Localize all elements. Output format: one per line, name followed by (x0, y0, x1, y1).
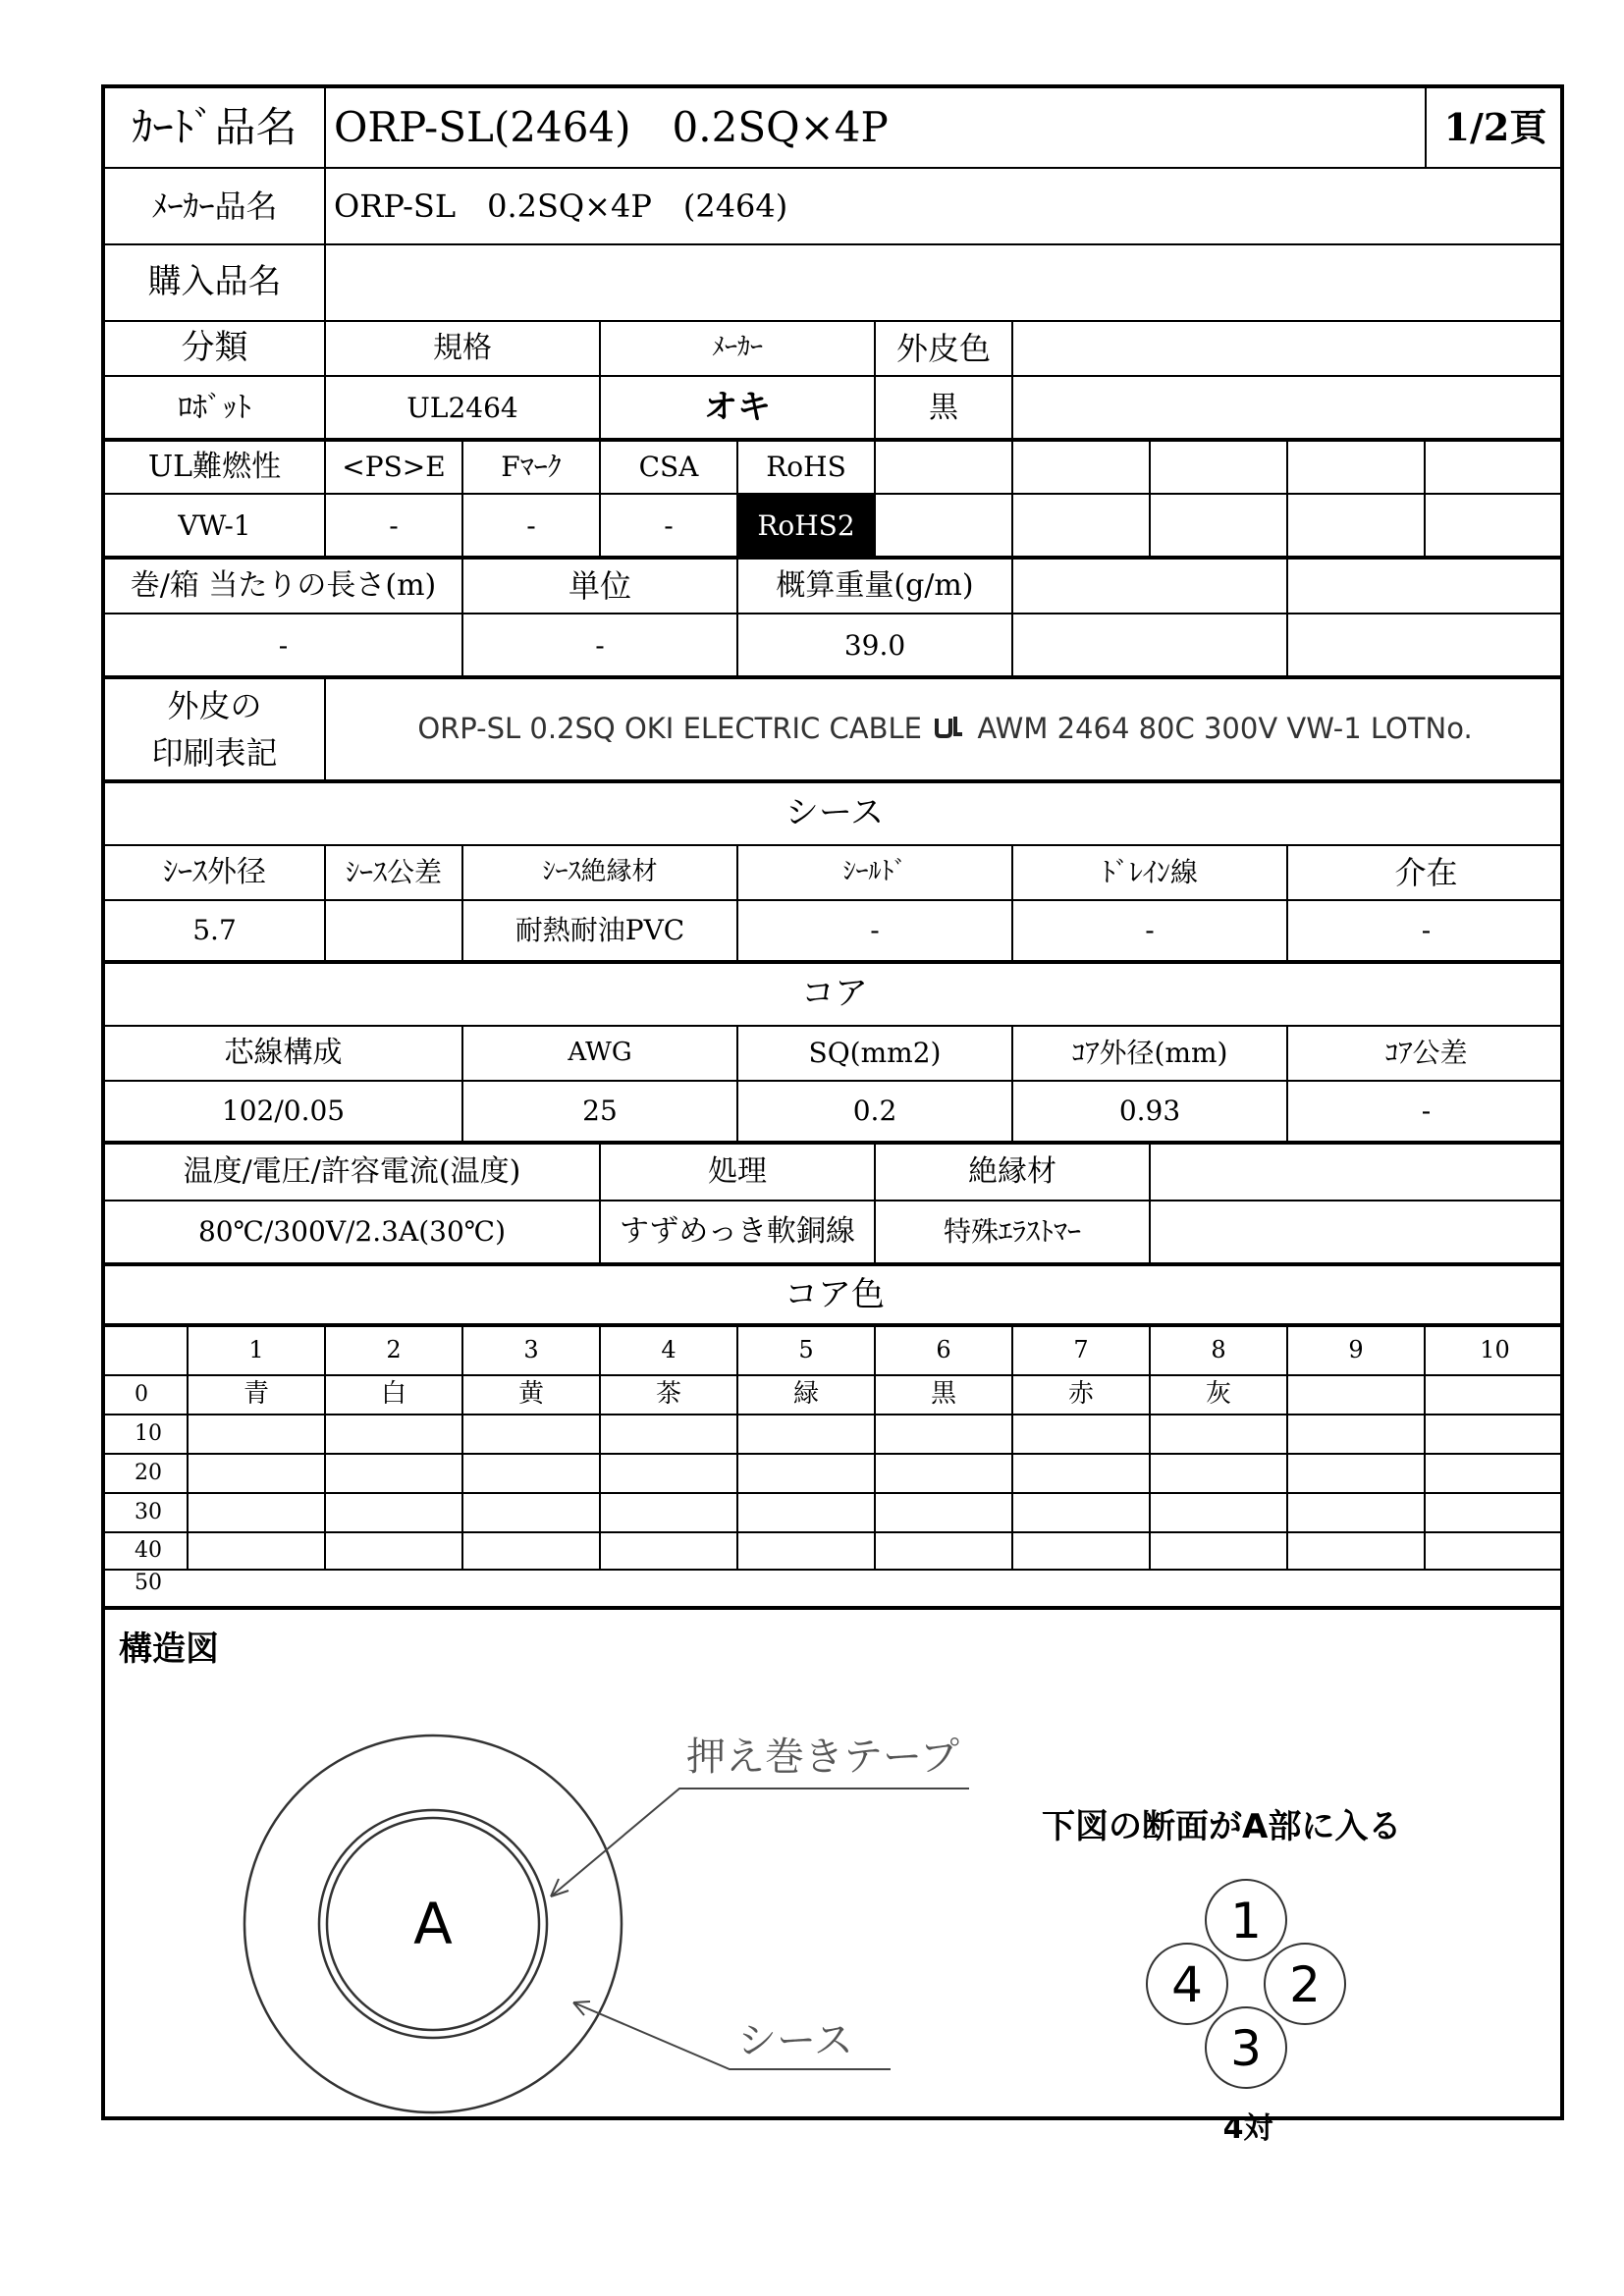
core-color-empty-cell (1149, 1492, 1286, 1531)
conductor-header: 芯線構成 (105, 1025, 461, 1080)
awg-value: 25 (461, 1080, 736, 1141)
core-color-empty-cell (1424, 1492, 1564, 1531)
print-label-line2: 印刷表記 (151, 734, 278, 772)
core-color-empty-cell (1286, 1492, 1424, 1531)
cross-section-center-label: A (413, 1891, 453, 1957)
core-color-empty-cell (187, 1531, 324, 1569)
core-color-cell: 赤 (1011, 1374, 1149, 1414)
print-marking-text-after: AWM 2464 80C 300V VW-1 LOTNo. (968, 712, 1473, 746)
core-color-empty-cell (874, 1492, 1011, 1531)
core-color-col-header: 10 (1424, 1325, 1564, 1374)
temp-value: 80℃/300V/2.3A(30℃) (105, 1200, 599, 1262)
classification-value: ﾛﾎﾞｯﾄ (105, 375, 324, 440)
flam-empty-v3 (1149, 493, 1286, 558)
core-color-empty-cell (1286, 1414, 1424, 1453)
print-label-line1: 外皮の (167, 687, 262, 724)
pse-header: <PS>E (324, 440, 461, 493)
core-color-empty-cell (736, 1531, 874, 1569)
purchase-name-value (324, 243, 1564, 320)
temp-empty-v (1149, 1200, 1564, 1262)
core-color-col-header: 5 (736, 1325, 874, 1374)
core-color-empty-cell (1149, 1453, 1286, 1492)
core-color-corner (105, 1325, 187, 1374)
drain-wire-header: ﾄﾞﾚｲﾝ線 (1011, 844, 1286, 899)
sheath-od-value: 5.7 (105, 899, 324, 960)
core-od-header: ｺｱ外径(mm) (1011, 1025, 1286, 1080)
core-color-cell (1424, 1374, 1564, 1414)
insulation-header: 絶縁材 (874, 1145, 1149, 1200)
classification-empty-value (1011, 375, 1564, 440)
f-mark-header: Fﾏｰｸ (461, 440, 599, 493)
sheath-color-value: 黒 (874, 375, 1011, 440)
core-color-empty-cell (187, 1453, 324, 1492)
core-color-empty-cell (599, 1531, 736, 1569)
ul-flammability-value: VW-1 (105, 493, 324, 558)
core-color-col-header: 9 (1286, 1325, 1424, 1374)
rohs-header: RoHS (736, 440, 874, 493)
temp-empty-h (1149, 1145, 1564, 1200)
sheath-od-header: ｼｰｽ外径 (105, 844, 324, 899)
shield-header: ｼｰﾙﾄﾞ (736, 844, 1011, 899)
core-color-col-header: 7 (1011, 1325, 1149, 1374)
standard-header: 規格 (324, 320, 599, 375)
core-color-empty-cell (1286, 1453, 1424, 1492)
core-color-empty-cell (187, 1414, 324, 1453)
flam-empty-2 (1011, 440, 1149, 493)
core-color-col-header: 6 (874, 1325, 1011, 1374)
purchase-name-label: 購入品名 (105, 243, 324, 320)
unit-header: 単位 (461, 558, 736, 613)
weight-value: 39.0 (736, 613, 1011, 677)
weight-header: 概算重量(g/m) (736, 558, 1011, 613)
four-pair-core-group (1147, 1880, 1345, 2088)
flam-empty-1 (874, 440, 1011, 493)
treatment-header: 処理 (599, 1145, 874, 1200)
core-color-empty-cell (874, 1414, 1011, 1453)
sheath-section-title: シース (785, 793, 885, 833)
sq-header: SQ(mm2) (736, 1025, 1011, 1080)
length-empty-v1 (1011, 613, 1286, 677)
rohs-value: RoHS2 (736, 493, 874, 558)
core-color-empty-cell (1424, 1414, 1564, 1453)
flam-empty-v1 (874, 493, 1011, 558)
core-color-empty-cell (324, 1531, 461, 1569)
core-color-empty-cell (1011, 1569, 1149, 1571)
core-3-label: 3 (1230, 2020, 1262, 2077)
shield-value: - (736, 899, 1011, 960)
spec-sheet (101, 84, 1564, 2146)
tape-label: 押え巻きテープ (686, 1735, 959, 1780)
core-color-empty-cell (1149, 1414, 1286, 1453)
sheath-insulation-header: ｼｰｽ絶縁材 (461, 844, 736, 899)
core-color-empty-cell (1011, 1414, 1149, 1453)
print-marking (324, 677, 1564, 779)
core-color-empty-cell (461, 1569, 599, 1571)
core-color-empty-cell (1286, 1531, 1424, 1569)
core-2-label: 2 (1289, 1956, 1321, 2013)
length-per-reel-value: - (105, 613, 461, 677)
core-color-empty-cell (461, 1492, 599, 1531)
core-color-empty-cell (324, 1453, 461, 1492)
core-color-empty-cell (324, 1492, 461, 1531)
core-color-cell: 緑 (736, 1374, 874, 1414)
length-empty-h2 (1286, 558, 1564, 613)
core-color-cell (1286, 1374, 1424, 1414)
sheath-callout (573, 2002, 891, 2069)
flam-empty-3 (1149, 440, 1286, 493)
core-color-empty-cell (874, 1531, 1011, 1569)
core-color-empty-cell (461, 1453, 599, 1492)
unit-value: - (461, 613, 736, 677)
maker-part-value: ORP-SL 0.2SQ×4P (2464) (324, 167, 1564, 243)
core-color-empty-cell (1149, 1569, 1286, 1571)
ul-flammability-header: UL難燃性 (105, 440, 324, 493)
core-color-col-header: 3 (461, 1325, 599, 1374)
core-color-col-header: 1 (187, 1325, 324, 1374)
flam-empty-v5 (1424, 493, 1564, 558)
cable-structure-diagram (105, 1659, 1564, 2146)
maker-header: ﾒｰｶｰ (599, 320, 874, 375)
core-color-row-label: 30 (105, 1492, 187, 1531)
core-color-title: コア色 (785, 1275, 885, 1315)
length-empty-h1 (1011, 558, 1286, 613)
core-color-row-label: 20 (105, 1453, 187, 1492)
card-name-value: ORP-SL(2464) 0.2SQ×4P (324, 88, 1425, 167)
core-color-empty-cell (736, 1569, 874, 1571)
classification-header: 分類 (105, 320, 324, 375)
core-color-empty-cell (324, 1569, 461, 1571)
insulation-value: 特殊ｴﾗｽﾄﾏｰ (874, 1200, 1149, 1262)
core-color-empty-cell (324, 1414, 461, 1453)
core-color-empty-cell (1149, 1531, 1286, 1569)
flam-empty-v2 (1011, 493, 1149, 558)
core-color-empty-cell (736, 1492, 874, 1531)
length-empty-v2 (1286, 613, 1564, 677)
core-color-cell: 灰 (1149, 1374, 1286, 1414)
treatment-value: すずめっき軟銅線 (599, 1200, 874, 1262)
structure-title: 構造図 (119, 1629, 219, 1669)
core-4-label: 4 (1171, 1956, 1203, 2013)
sheath-label: シース (737, 2018, 853, 2063)
core-color-empty-cell (1011, 1531, 1149, 1569)
core-color-empty-cell (874, 1453, 1011, 1492)
core-color-row-label: 0 (105, 1374, 187, 1414)
core-color-empty-cell (874, 1569, 1011, 1571)
core-color-empty-cell (187, 1569, 324, 1571)
maker-value: オキ (599, 375, 874, 440)
print-marking-text-before: ORP-SL 0.2SQ OKI ELECTRIC CABLE (417, 712, 932, 746)
csa-header: CSA (599, 440, 736, 493)
core-color-empty-cell (1424, 1531, 1564, 1569)
awg-header: AWG (461, 1025, 736, 1080)
sheath-tolerance-value (324, 899, 461, 960)
flam-empty-5 (1424, 440, 1564, 493)
core-color-empty-cell (461, 1531, 599, 1569)
standard-value: UL2464 (324, 375, 599, 440)
page-number: 1/2頁 (1425, 88, 1564, 167)
sheath-tolerance-header: ｼｰｽ公差 (324, 844, 461, 899)
sheath-insulation-value: 耐熱耐油PVC (461, 899, 736, 960)
core-color-cell: 茶 (599, 1374, 736, 1414)
core-color-empty-cell (1424, 1569, 1564, 1571)
core-color-row-label: 40 (105, 1531, 187, 1569)
core-color-cell: 青 (187, 1374, 324, 1414)
core-color-empty-cell (599, 1492, 736, 1531)
core-color-cell: 黒 (874, 1374, 1011, 1414)
core-color-col-header: 2 (324, 1325, 461, 1374)
core-1-label: 1 (1230, 1893, 1262, 1949)
core-color-empty-cell (1286, 1569, 1424, 1571)
core-color-empty-cell (736, 1414, 874, 1453)
core-color-empty-cell (599, 1453, 736, 1492)
temp-header: 温度/電圧/許容電流(温度) (183, 1153, 521, 1189)
print-label (105, 677, 324, 779)
core-od-value: 0.93 (1011, 1080, 1286, 1141)
conductor-value: 102/0.05 (105, 1080, 461, 1141)
section-divider (105, 1606, 1560, 1610)
pse-value: - (324, 493, 461, 558)
flam-empty-v4 (1286, 493, 1424, 558)
core-color-empty-cell (736, 1453, 874, 1492)
core-color-empty-cell (599, 1569, 736, 1571)
drain-wire-value: - (1011, 899, 1286, 960)
core-color-empty-cell (187, 1492, 324, 1531)
classification-empty-header (1011, 320, 1564, 375)
sheath-color-header: 外皮色 (874, 320, 1011, 375)
core-color-col-header: 8 (1149, 1325, 1286, 1374)
core-color-col-header: 4 (599, 1325, 736, 1374)
core-color-empty-cell (461, 1414, 599, 1453)
core-color-empty-cell (1424, 1453, 1564, 1492)
cross-section-note: 下図の断面がA部に入る (1042, 1807, 1402, 1846)
tape-leader-line (551, 1789, 969, 1896)
flam-empty-4 (1286, 440, 1424, 493)
card-name-label: ｶｰﾄﾞ品名 (132, 102, 298, 151)
cable-cross-section (244, 1735, 622, 2112)
core-color-row-label: 10 (105, 1414, 187, 1453)
core-section-title: コア (801, 974, 868, 1014)
maker-part-label: ﾒｰｶｰ品名 (105, 167, 324, 243)
csa-value: - (599, 493, 736, 558)
pair-count-label: 4対 (1222, 2111, 1273, 2146)
core-tolerance-header: ｺｱ公差 (1286, 1025, 1564, 1080)
filler-header: 介在 (1286, 844, 1564, 899)
core-color-cell: 黄 (461, 1374, 599, 1414)
core-color-empty-cell (599, 1414, 736, 1453)
core-color-row-label: 50 (105, 1569, 187, 1595)
length-per-reel-header: 巻/箱 当たりの長さ(m) (105, 558, 461, 613)
f-mark-value: - (461, 493, 599, 558)
core-color-empty-cell (1011, 1492, 1149, 1531)
core-color-empty-cell (1011, 1453, 1149, 1492)
ul-mark-icon (935, 713, 964, 745)
core-color-cell: 白 (324, 1374, 461, 1414)
sq-value: 0.2 (736, 1080, 1011, 1141)
filler-value: - (1286, 899, 1564, 960)
core-tolerance-value: - (1286, 1080, 1564, 1141)
